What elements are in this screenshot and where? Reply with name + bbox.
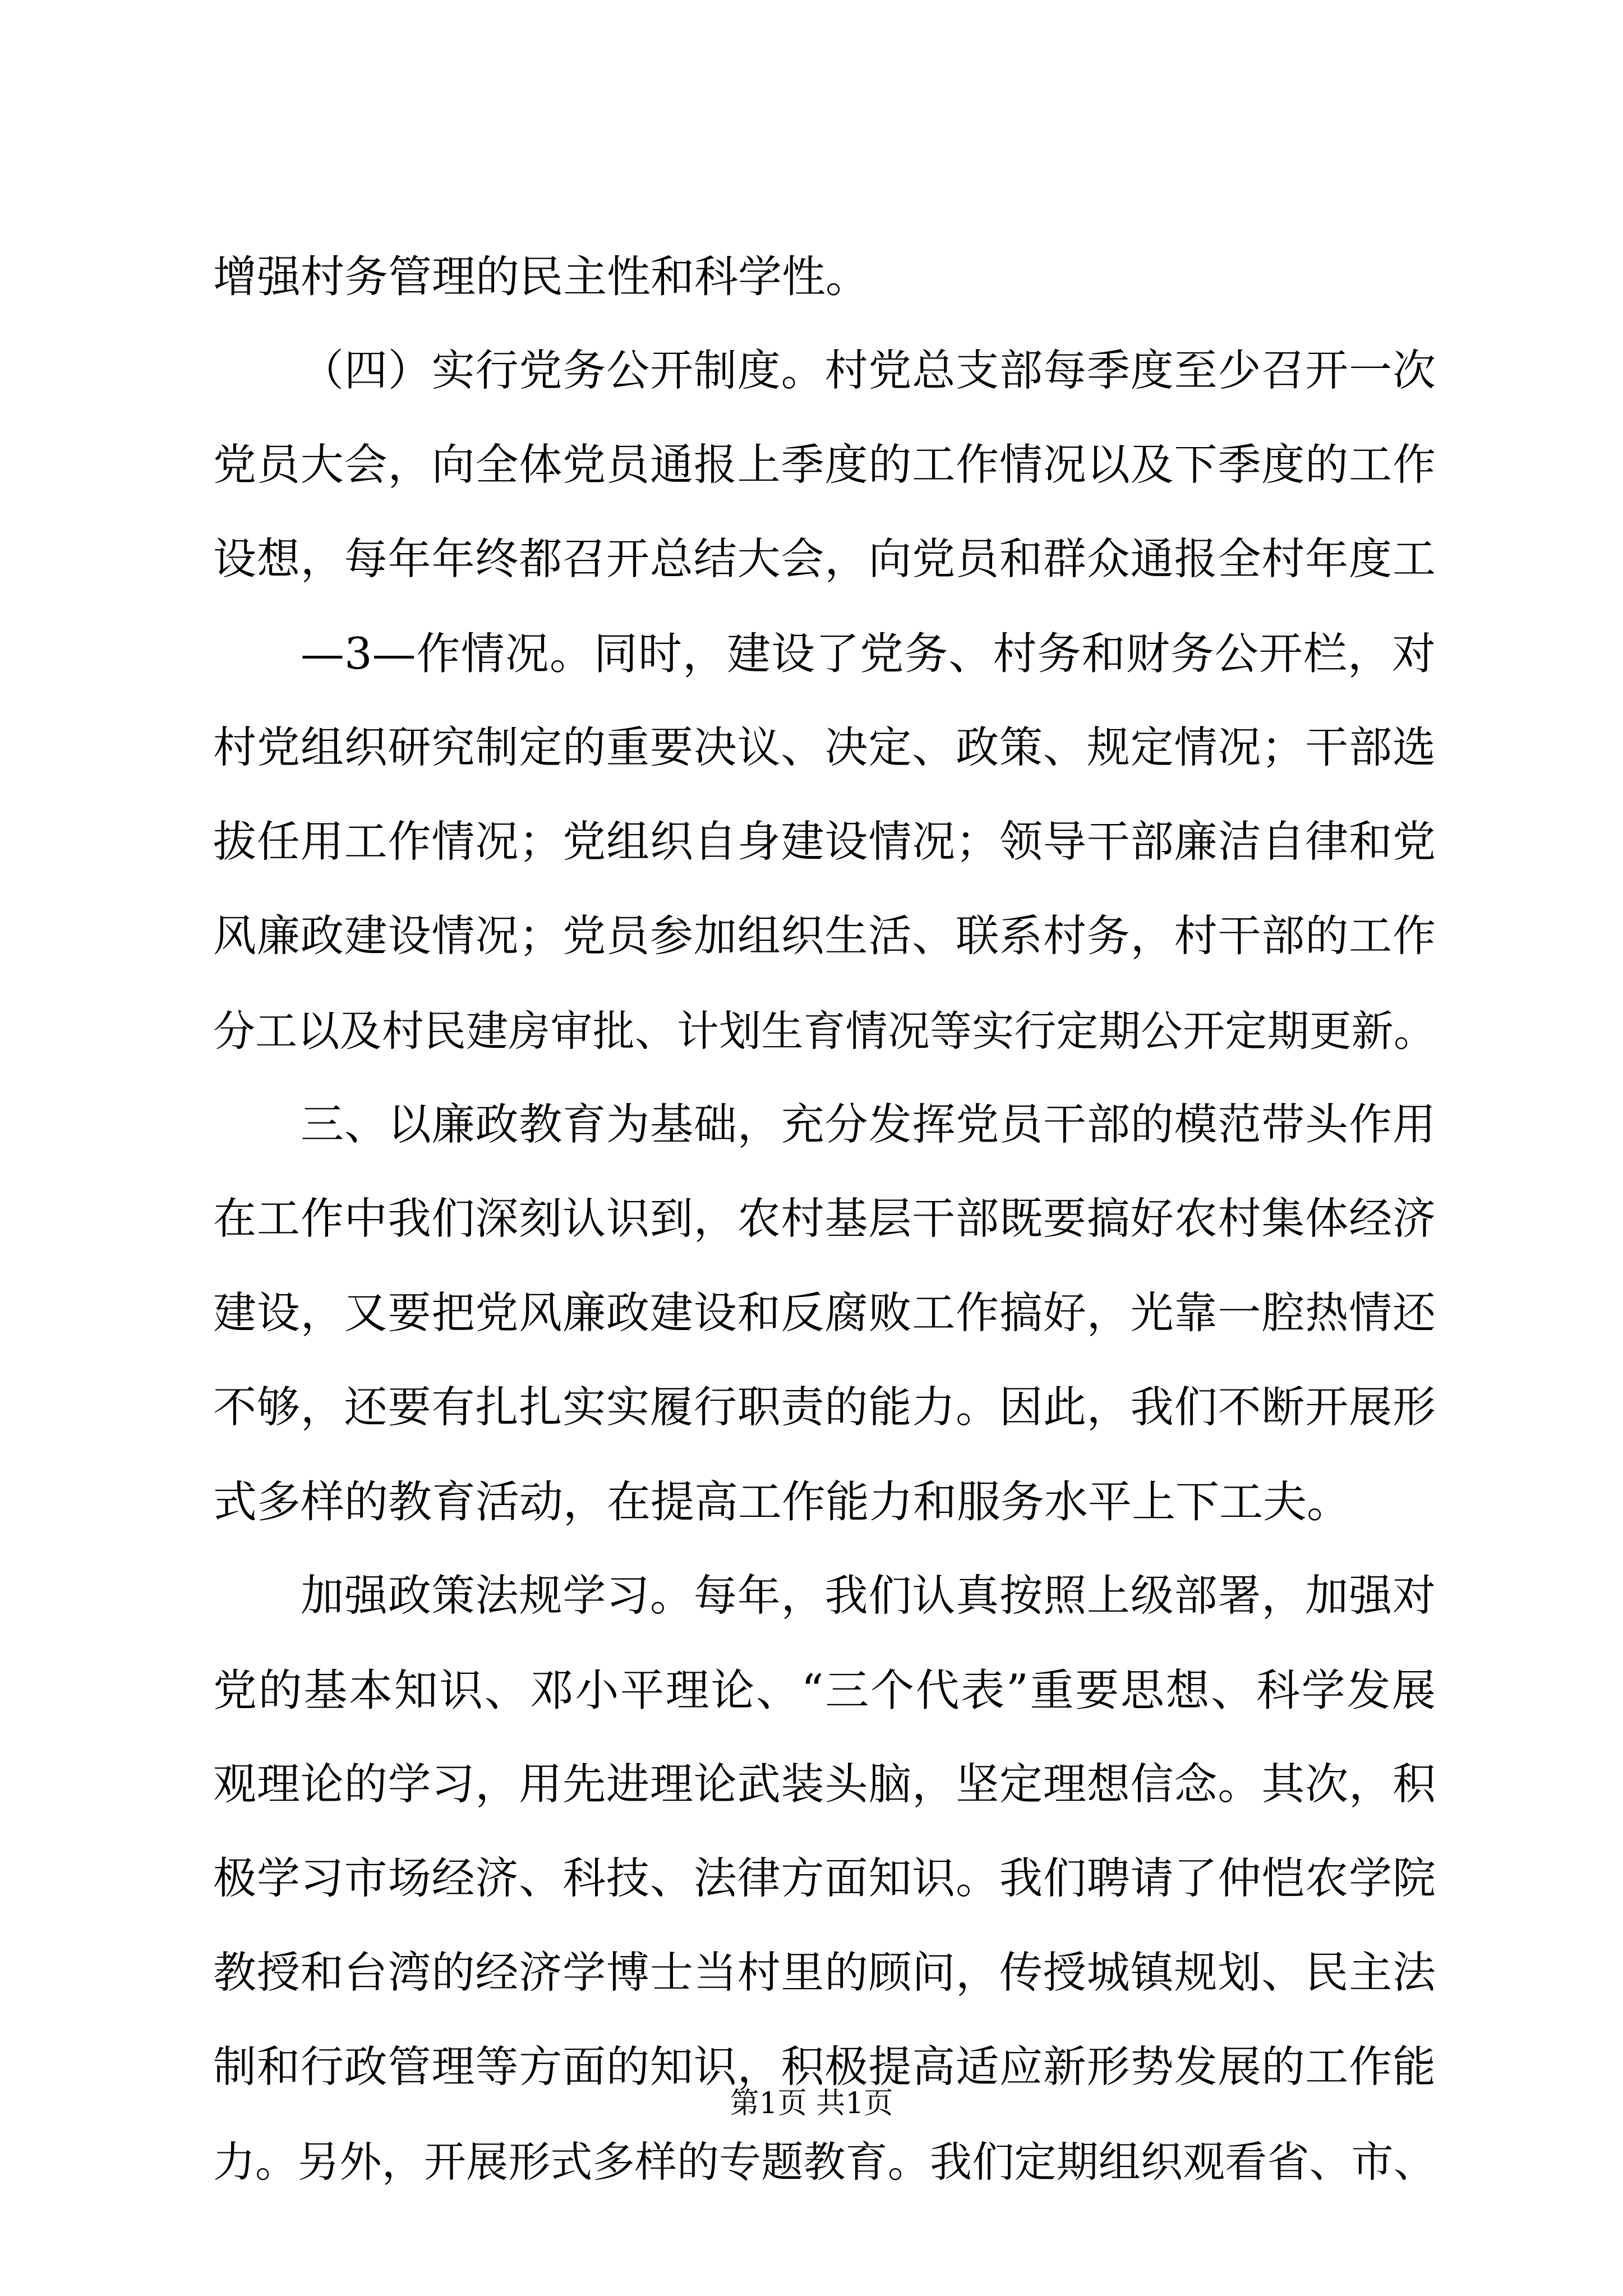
- text-line: 在工作中我们深刻认识到，农村基层干部既要搞好农村集体经济: [213, 1194, 1436, 1244]
- text-line: 制和行政管理等方面的知识，积极提高适应新形势发展的工作能: [213, 2042, 1436, 2092]
- text-line: 分工以及村民建房审批、计划生育情况等实行定期公开定期更新。: [213, 1006, 1436, 1056]
- text-line: 力。另外，开展形式多样的专题教育。我们定期组织观看省、市、: [213, 2137, 1436, 2187]
- body-text: [213, 230, 1436, 2209]
- text-line: 加强政策法规学习。每年，我们认真按照上级部署，加强对: [301, 1571, 1436, 1621]
- text-line: 党的基本知识、邓小平理论、“三个代表”重要思想、科学发展: [213, 1665, 1436, 1716]
- text-line: 增强村务管理的民主性和科学性。: [213, 252, 870, 302]
- text-line: 式多样的教育活动，在提高工作能力和服务水平上下工夫。: [213, 1477, 1351, 1527]
- text-line: 党员大会，向全体党员通报上季度的工作情况以及下季度的工作: [213, 440, 1436, 490]
- text-line: 三、以廉政教育为基础，充分发挥党员干部的模范带头作用: [301, 1100, 1436, 1150]
- text-line: 教授和台湾的经济学博士当村里的顾问，传授城镇规划、民主法: [213, 1948, 1436, 1998]
- text-line: 极学习市场经济、科技、法律方面知识。我们聘请了仲恺农学院: [213, 1854, 1436, 1904]
- text-line: （四）实行党务公开制度。村党总支部每季度至少召开一次: [301, 346, 1436, 396]
- page-number: 第1页 共1页: [730, 2087, 893, 2120]
- text-line: 风廉政建设情况；党员参加组织生活、联系村务，村干部的工作: [213, 912, 1436, 961]
- text-line: 设想，每年年终都召开总结大会，向党员和群众通报全村年度工: [213, 535, 1436, 585]
- text-line: 拔任用工作情况；党组织自身建设情况；领导干部廉洁自律和党: [213, 817, 1436, 867]
- text-line: 村党组织研究制定的重要决议、决定、政策、规定情况；干部选: [213, 723, 1436, 773]
- text-line: —3—作情况。同时，建设了党务、村务和财务公开栏，对: [301, 629, 1436, 679]
- text-line: 不够，还要有扎扎实实履行职责的能力。因此，我们不断开展形: [213, 1383, 1436, 1433]
- text-line: 观理论的学习，用先进理论武装头脑，坚定理想信念。其次，积: [213, 1760, 1436, 1810]
- text-line: 建设，又要把党风廉政建设和反腐败工作搞好，光靠一腔热情还: [213, 1289, 1436, 1338]
